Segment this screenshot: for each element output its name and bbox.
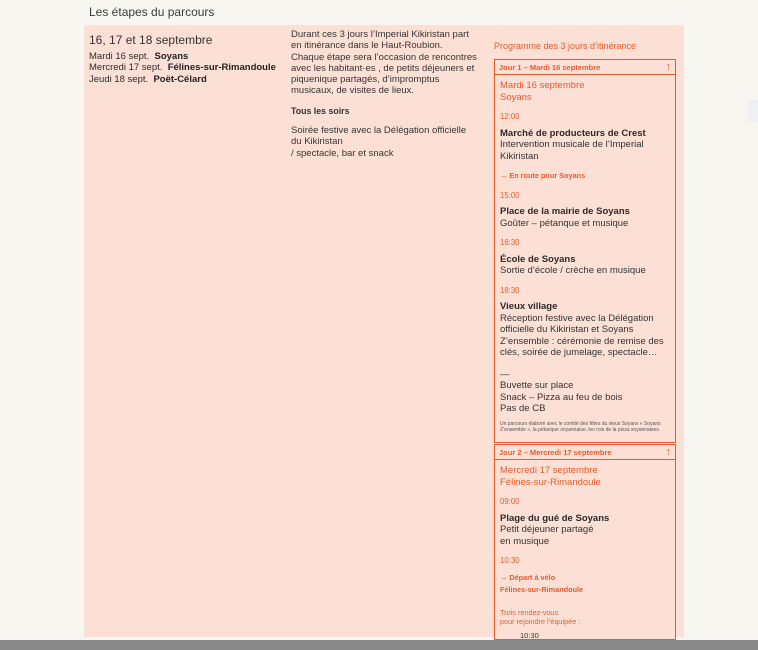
event-desc: Intervention musicale de l’Imperial Kikiristan	[500, 139, 644, 162]
stop-day: Jeudi 18 sept.	[89, 73, 149, 85]
intro-column	[291, 29, 477, 159]
day1-date: Mardi 16 septembre	[500, 80, 585, 91]
stop-day: Mercredi 17 sept.	[89, 62, 163, 73]
time-label: 10:30	[520, 630, 539, 640]
event-place: Place de la mairie de Soyans	[500, 206, 630, 217]
event-desc: en musique	[500, 535, 550, 547]
time-label: 10:30	[500, 556, 520, 565]
event-place: Vieux village	[500, 301, 558, 312]
dash-separator: —	[500, 368, 510, 380]
join-label: Trois rendez-vous	[500, 607, 559, 617]
evenings-text-2: / spectacle, bar et snack	[291, 147, 394, 159]
time-label: 09:00	[500, 497, 520, 506]
event-desc: Réception festive avec la Délégation officielle du Kikiristan et Soyans Z’ensemble : cérémonie de remise des clés, soirée de jumelage, spectacle…	[500, 312, 664, 358]
day2-tab[interactable]	[495, 445, 675, 460]
side-handle[interactable]	[748, 100, 758, 122]
time-label: 15:00	[500, 190, 520, 200]
evenings-text: Soirée festive avec la Délégation officielle du Kikiristan	[291, 125, 467, 148]
stop-item	[89, 62, 279, 74]
day1-tab[interactable]	[495, 60, 675, 75]
overview-dates: 16, 17 et 18 septembre	[89, 33, 213, 47]
route-destination: Félines-sur-Rimandoule	[500, 585, 584, 594]
route-label: → Départ à vélo	[500, 572, 556, 582]
event-place: École de Soyans	[500, 253, 576, 265]
day2-card	[494, 444, 676, 640]
day2-village: Félines-sur-Rimandoule	[500, 476, 601, 488]
day2-date: Mercredi 17 septembre	[500, 465, 598, 476]
evenings-heading: Tous les soirs	[291, 105, 350, 116]
day1-village: Soyans	[500, 91, 532, 103]
day2-tab-label: Jour 2 – Mercredi 17 septembre	[499, 447, 612, 457]
arrow-up-icon[interactable]: ↑	[665, 61, 671, 73]
stop-item	[89, 74, 279, 86]
stop-place: Soyans	[154, 50, 189, 62]
event-place: Plage du gué de Soyans	[500, 512, 610, 524]
section-title: Les étapes du parcours	[89, 5, 215, 19]
info-line: Pas de CB	[500, 403, 546, 414]
event-desc: Sortie d’école / crèche en musique	[500, 265, 646, 276]
stop-item	[89, 51, 279, 63]
program-title: Programme des 3 jours d’itinérance	[494, 41, 637, 51]
event-desc: Petit déjeuner partagé	[500, 524, 594, 535]
overview-column	[89, 35, 279, 85]
intro-text: Durant ces 3 jours l’Imperial Kikiristan part en itinérance dans le Haut-Roubion. Chaque étape sera l’occasion de rencontres avec les habitant·es , de petits déjeuners et piquenique partagés, d’impromptus musicaux, de visites de lieux.	[291, 29, 477, 97]
event-desc: Goûter – pétanque et musique	[500, 217, 629, 229]
join-label-2: pour rejoindre l’équipée :	[500, 616, 581, 626]
day1-tab-label: Jour 1 – Mardi 16 septembre	[499, 62, 601, 72]
arrow-up-icon[interactable]: ↑	[665, 446, 671, 458]
info-line: Buvette sur place	[500, 380, 574, 391]
time-label: 16:30	[500, 238, 520, 247]
day1-card	[494, 59, 676, 443]
stop-place: Poët-Célard	[153, 73, 207, 85]
stop-place: Félines-sur-Rimandoule	[167, 62, 276, 73]
horizontal-scrollbar[interactable]	[0, 640, 758, 650]
stop-day: Mardi 16 sept.	[89, 50, 150, 62]
route-label: → En route pour Soyans	[500, 171, 586, 180]
time-label: 12:00	[500, 112, 520, 121]
info-line: Snack – Pizza au feu de bois	[500, 391, 623, 403]
event-place: Marché de producteurs de Crest	[500, 127, 646, 139]
credit-note: Un parcours élaboré avec le comité des fêtes du vieux Soyans « Soyans Z’ensemble », la pétanque soyannaise, les rois de la pizza soyannaises.	[500, 420, 661, 433]
time-label: 18:30	[500, 285, 520, 295]
